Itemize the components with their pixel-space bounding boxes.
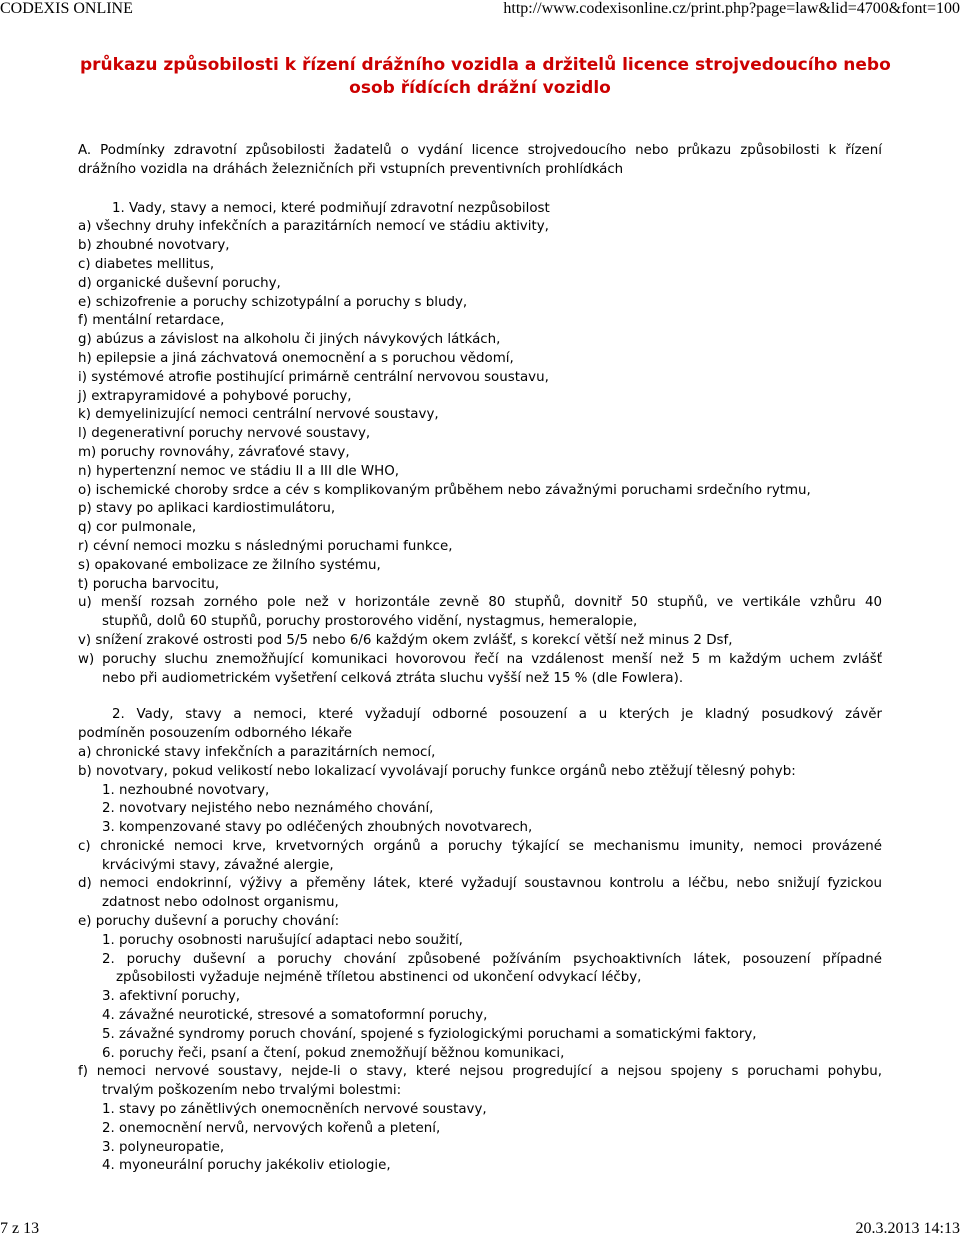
list-item: m) poruchy rovnováhy, závraťové stavy, <box>78 444 350 460</box>
point2-item-e-sub-1: 1. poruchy osobnosti narušující adaptaci nebo soužití, <box>102 932 463 948</box>
list-item: 6. poruchy řeči, psaní a čtení, pokud znemožňují běžnou komunikaci, <box>102 1045 565 1061</box>
list-item: a) všechny druhy infekčních a parazitárních nemocí ve stádiu aktivity, <box>78 219 549 235</box>
list-item: 2. onemocnění nervů, nervových kořenů a pletení, <box>102 1120 441 1136</box>
point2-item-e-sublist <box>78 988 882 1063</box>
list-item: q) cor pulmonale, <box>78 520 197 536</box>
list-item: d) organické duševní poruchy, <box>78 275 281 291</box>
list-item: l) degenerativní poruchy nervové soustavy, <box>78 426 371 442</box>
print-datetime: 20.3.2013 14:13 <box>855 1220 960 1237</box>
point2-item-b-sublist <box>78 782 882 838</box>
list-item: s) opakované embolizace ze žilního systému, <box>78 557 381 573</box>
point1-item-w-1: w) poruchy sluchu znemožňující komunikaci hovorovou řečí na vzdálenost menší než 5 m každým uchem zvlášť <box>78 651 882 667</box>
list-item: p) stavy po aplikaci kardiostimulátoru, <box>78 501 336 517</box>
point2-item-f-sublist <box>78 1101 882 1176</box>
list-item: h) epilepsie a jiná záchvatová onemocnění a s poruchou vědomí, <box>78 350 514 366</box>
list-item: 3. kompenzované stavy po odléčených zhoubných novotvarech, <box>102 820 533 836</box>
point1-item-w-2: nebo při audiometrickém vyšetření celková ztráta sluchu vyšší než 15 % (dle Fowlera). <box>102 670 684 686</box>
point2-item-e-sub-2-2: způsobilosti vyžaduje nejméně tříletou abstinenci od ukončení odvykací léčby, <box>116 970 642 986</box>
title-line-2: osob řídících drážní vozidlo <box>349 78 611 98</box>
title-line-1: průkazu způsobilosti k řízení drážního vozidla a držitelů licence strojvedoucího nebo <box>80 55 891 75</box>
point2-item-d-1: d) nemoci endokrinní, výživy a přeměny látek, které vyžadují soustavnou kontrolu a léčbu, nebo snižují fyzickou <box>78 876 882 892</box>
page-url: http://www.codexisonline.cz/print.php?page=law&lid=4700&font=100 <box>503 0 960 17</box>
point1-heading: 1. Vady, stavy a nemoci, které podmiňují zdravotní nezpůsobilost <box>112 200 550 216</box>
list-item: i) systémové atrofie postihující primárně centrální nervovou soustavu, <box>78 369 549 385</box>
list-item: o) ischemické choroby srdce a cév s komplikovaným průběhem nebo závažnými poruchami srdečního rytmu, <box>78 482 811 498</box>
list-item: 4. myoneurální poruchy jakékoliv etiologie, <box>102 1158 391 1174</box>
point2-heading-2: podmíněn posouzením odborného lékaře <box>78 726 352 742</box>
list-item: f) mentální retardace, <box>78 313 225 329</box>
list-item: r) cévní nemoci mozku s následnými poruchami funkce, <box>78 538 453 554</box>
list-item: 3. afektivní poruchy, <box>102 989 241 1005</box>
document-title <box>80 54 891 100</box>
point2-item-c-1: c) chronické nemoci krve, krvetvorných orgánů a poruchy týkající se mechanismu imunity, nemoci provázené <box>78 838 882 854</box>
point2-item-d-2: zdatnost nebo odolnost organismu, <box>102 895 339 911</box>
section-a-line-1: A. Podmínky zdravotní způsobilosti žadatelů o vydání licence strojvedoucího nebo průkazu způsobilosti k řízení <box>78 143 882 158</box>
point2-heading-1: 2. Vady, stavy a nemoci, které vyžadují odborné posouzení a u kterých je kladný posudkový závěr <box>112 707 882 723</box>
list-item: n) hypertenzní nemoc ve stádiu II a III dle WHO, <box>78 463 400 479</box>
page-counter: 7 z 13 <box>0 1220 40 1237</box>
list-item: c) diabetes mellitus, <box>78 256 215 272</box>
point2-item-f-1: f) nemoci nervové soustavy, nejde-li o stavy, které nejsou progredující a nejsou spojeny s poruchami pohybu, <box>78 1064 882 1080</box>
list-item: g) abúzus a závislost na alkoholu či jiných návykových látkách, <box>78 332 501 348</box>
point2-item-a: a) chronické stavy infekčních a parazitárních nemocí, <box>78 744 436 760</box>
list-item: b) zhoubné novotvary, <box>78 238 230 254</box>
list-item: 2. novotvary nejistého nebo neznámého chování, <box>102 801 434 817</box>
list-item: 1. stavy po zánětlivých onemocněních nervové soustavy, <box>102 1102 487 1118</box>
point2-item-f-2: trvalým poškozením nebo trvalými bolestmi: <box>102 1083 402 1099</box>
list-item: 4. závažné neurotické, stresové a somatoformní poruchy, <box>102 1008 488 1024</box>
document-body <box>78 142 882 1176</box>
point2-item-e-sub-2-1: 2. poruchy duševní a poruchy chování způsobené požíváním psychoaktivních látek, posouzení případné <box>102 951 882 967</box>
list-item: 1. nezhoubné novotvary, <box>102 782 270 798</box>
list-item: 3. polyneuropatie, <box>102 1139 225 1155</box>
point1-item-u-1: u) menší rozsah zorného pole než v horizontále zevně 80 stupňů, dovnitř 50 stupňů, ve vertikále vzhůru 40 <box>78 595 882 611</box>
point2-item-e: e) poruchy duševní a poruchy chování: <box>78 914 340 930</box>
list-item: j) extrapyramidové a pohybové poruchy, <box>78 388 352 404</box>
point2-item-b: b) novotvary, pokud velikostí nebo lokalizací vyvolávají poruchy funkce orgánů nebo ztěžují tělesný pohyb: <box>78 763 796 779</box>
list-item: k) demyelinizující nemoci centrální nervové soustavy, <box>78 407 439 423</box>
point1-list <box>78 218 882 594</box>
section-a-line-2: drážního vozidla na dráhách železničních při vstupních preventivních prohlídkách <box>78 161 624 177</box>
point2-item-c-2: krvácivými stavy, závažné alergie, <box>102 857 334 873</box>
site-name: CODEXIS ONLINE <box>0 0 133 17</box>
list-item: 5. závažné syndromy poruch chování, spojené s fyziologickými poruchami a somatickými faktory, <box>102 1026 757 1042</box>
list-item: t) porucha barvocitu, <box>78 576 220 592</box>
point1-item-u-2: stupňů, dolů 60 stupňů, poruchy prostorového vidění, nystagmus, hemeralopie, <box>102 614 638 630</box>
list-item: e) schizofrenie a poruchy schizotypální a poruchy s bludy, <box>78 294 468 310</box>
point1-item-v: v) snížení zrakové ostrosti pod 5/5 nebo 6/6 každým okem zvlášť, s korekcí větší než minus 2 Dsf, <box>78 632 733 648</box>
